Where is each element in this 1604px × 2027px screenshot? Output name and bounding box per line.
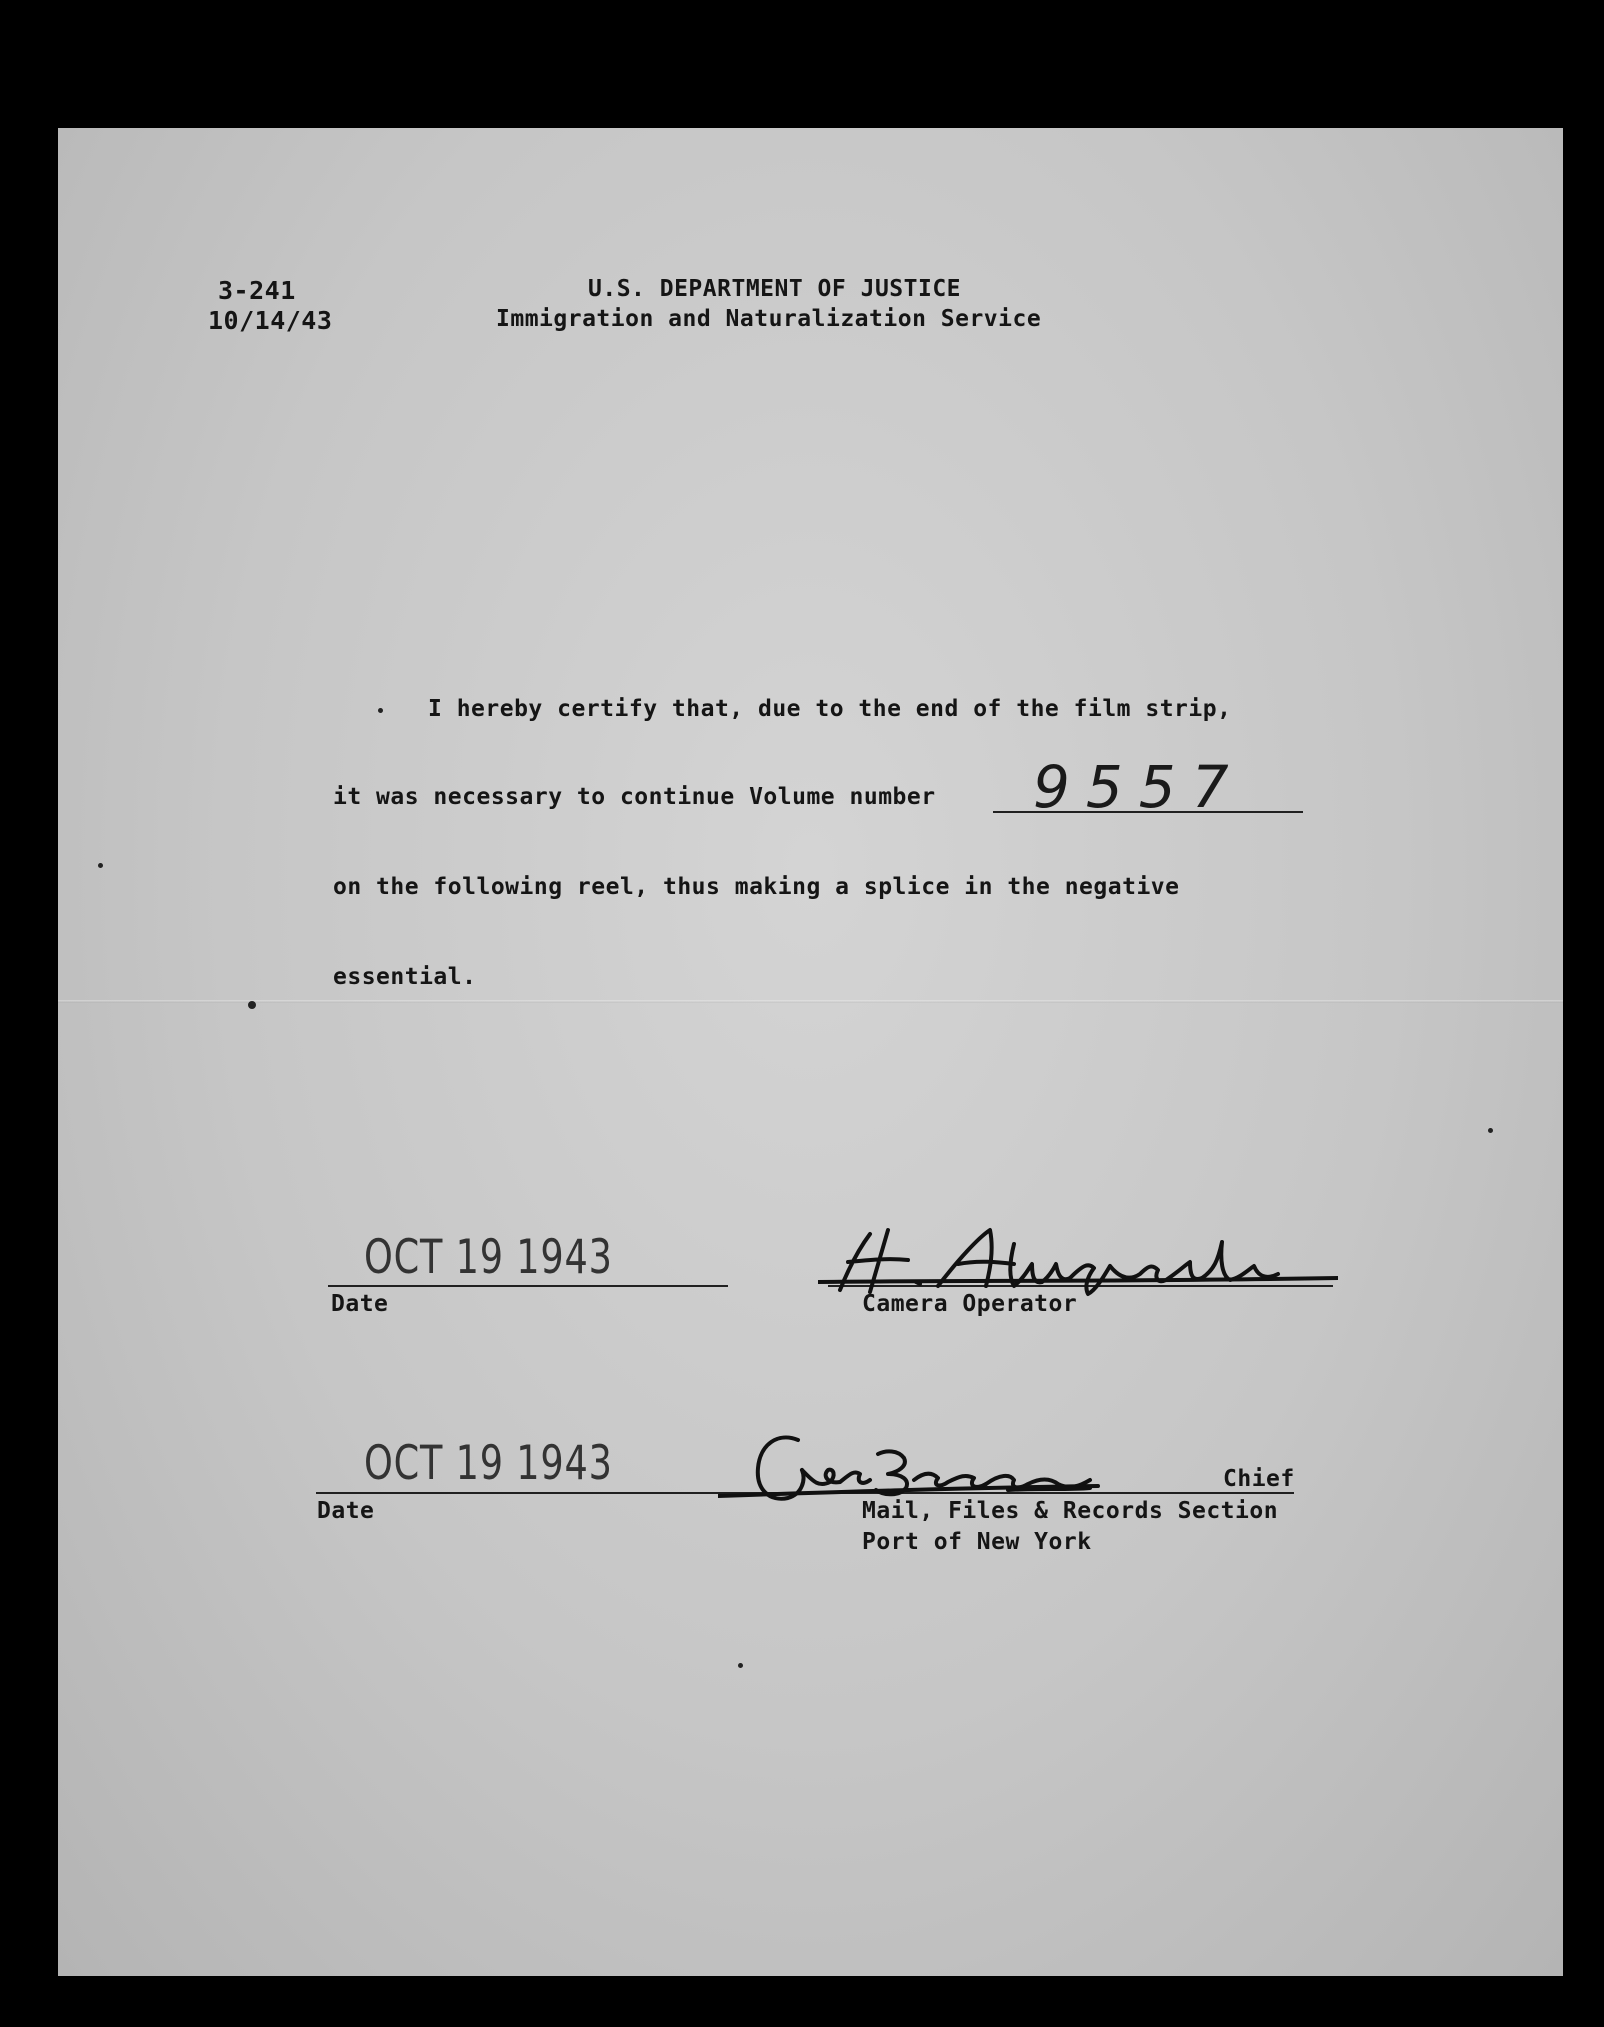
date-stamp-camera: OCT 19 1943 [364,1230,613,1285]
certification-line-3: on the following reel, thus making a splice in the negative [333,874,1180,900]
certification-line-1: I hereby certify that, due to the end of the film strip, [428,696,1232,722]
date-stamp-chief: OCT 19 1943 [364,1436,613,1491]
scan-speck [738,1663,743,1668]
chief-title: Chief [1223,1466,1295,1492]
date-rule-chief [316,1492,728,1494]
fold-line [58,1000,1563,1003]
certification-line-4: essential. [333,964,477,990]
agency-heading: U.S. DEPARTMENT OF JUSTICE [588,276,962,302]
scan-speck [98,863,103,868]
date-label-chief: Date [317,1498,375,1524]
camera-operator-signature [818,1220,1338,1300]
scan-speck [248,1001,256,1009]
certification-line-2: it was necessary to continue Volume number [333,784,936,810]
scan-speck [378,708,383,713]
scan-speck [1488,1128,1493,1133]
service-heading: Immigration and Naturalization Service [496,306,1042,332]
volume-number-handwritten: 9557 [1033,753,1245,821]
date-rule-camera [328,1285,728,1287]
date-label-camera: Date [331,1291,389,1317]
chief-section: Mail, Files & Records Section [862,1498,1279,1524]
camera-operator-title: Camera Operator [862,1291,1078,1317]
form-date: 10/14/43 [208,306,333,335]
document-page [58,128,1563,1976]
chief-port: Port of New York [862,1529,1092,1555]
form-number: 3-241 [218,276,296,305]
